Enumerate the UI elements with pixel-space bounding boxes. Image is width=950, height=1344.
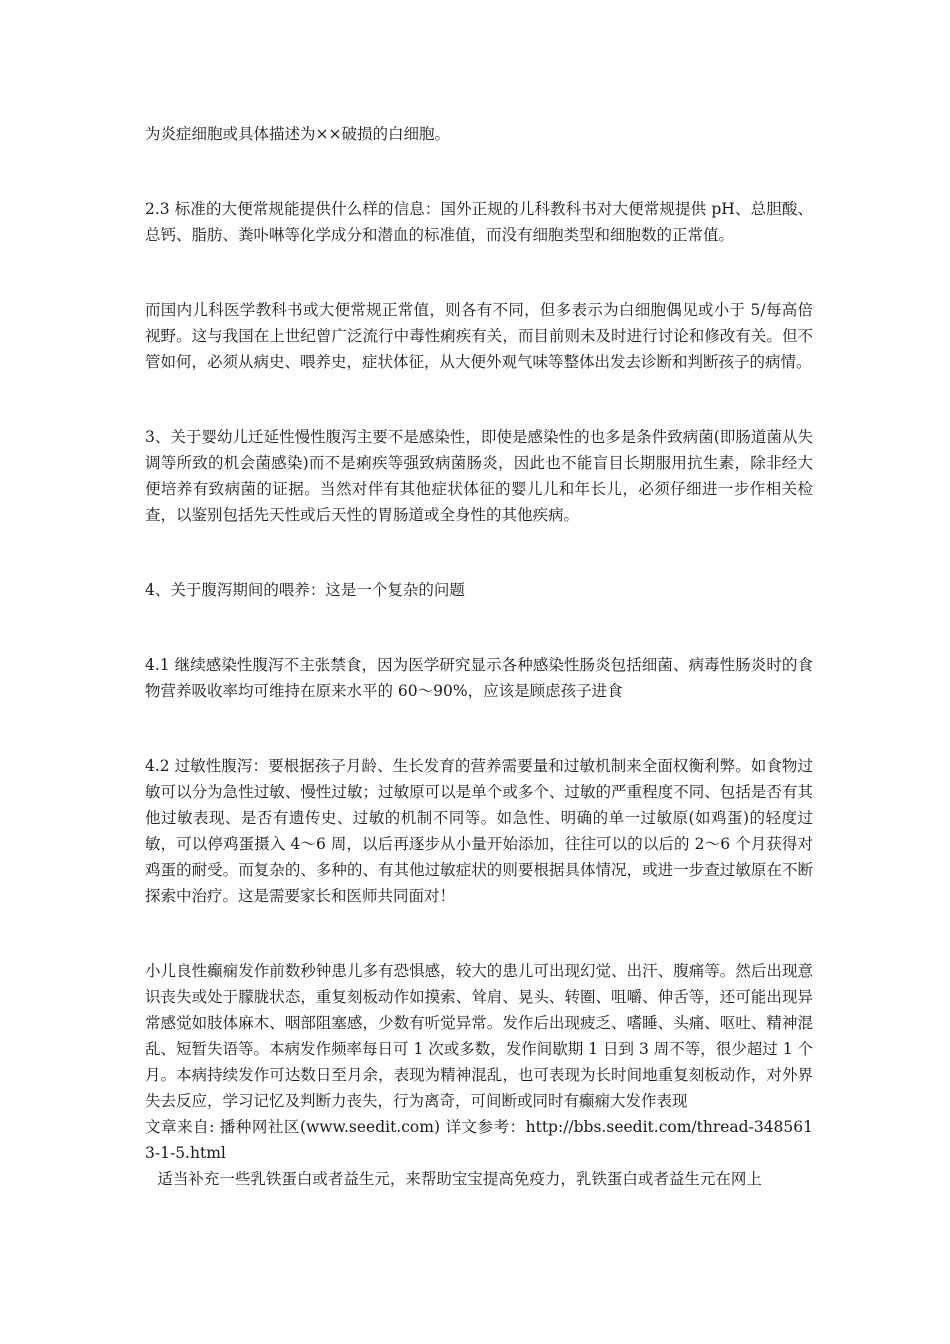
paragraph-section-4: 4、关于腹泻期间的喂养：这是一个复杂的问题 <box>145 581 465 599</box>
paragraph-leukocyte-note: 为炎症细胞或具体描述为××破损的白细胞。 <box>145 125 450 143</box>
document-body <box>145 121 813 1192</box>
paragraph-section-3: 3、关于婴幼儿迁延性慢性腹泻主要不是感染性，即使是感染性的也多是条件致病菌(即肠道菌从失调等所致的机会菌感染)而不是痢疾等强致病菌肠炎，因此也不能盲目长期服用抗生素，除非经大便培养有致病菌的证据。当然对伴有其他症状体征的婴儿儿和年长儿，必须仔细进一步作相关检查，以鉴别包括先天性或后天性的胃肠道或全身性的其他疾病。 <box>145 428 813 524</box>
paragraph-supplement: 适当补充一些乳铁蛋白或者益生元，来帮助宝宝提高免疫力，乳铁蛋白或者益生元在网上 <box>157 1170 762 1188</box>
paragraph-source-link: 文章来自: 播种网社区(www.seedit.com) 详文参考：http://bbs.seedit.com/thread-3485613-1-5.html <box>145 1118 813 1162</box>
paragraph-section-2-3: 2.3 标准的大便常规能提供什么样的信息：国外正规的儿科教科书对大便常规提供 pH、总胆酸、总钙、脂肪、粪卟啉等化学成分和潜血的标准值，而没有细胞类型和细胞数的正常值。 <box>145 200 813 244</box>
paragraph-section-4-2: 4.2 过敏性腹泻：要根据孩子月龄、生长发育的营养需要量和过敏机制来全面权衡利弊。如食物过敏可以分为急性过敏、慢性过敏；过敏原可以是单个或多个、过敏的严重程度不同、包括是否有其他过敏表现、是否有遗传史、过敏的机制不同等。如急性、明确的单一过敏原(如鸡蛋)的轻度过敏，可以停鸡蛋摄入 4～6 周，以后再逐步从小量开始添加，往往可以的以后的 2～6 个月获得对鸡蛋的耐受。而复杂的、多种的、有其他过敏症状的则要根据具体情况，或进一步查过敏原在不断探索中治疗。这是需要家长和医师共同面对！ <box>145 757 813 905</box>
paragraph-domestic-standard: 而国内儿科医学教科书或大便常规正常值，则各有不同，但多表示为白细胞偶见或小于 5/每高倍视野。这与我国在上世纪曾广泛流行中毒性痢疾有关，而目前则未及时进行讨论和修改有关。但不管如何，必须从病史、喂养史，症状体征，从大便外观气味等整体出发去诊断和判断孩子的病情。 <box>145 301 813 371</box>
paragraph-epilepsy: 小儿良性癫痫发作前数秒钟患儿多有恐惧感，较大的患儿可出现幻觉、出汗、腹痛等。然后出现意识丧失或处于朦胧状态，重复刻板动作如摸索、耸肩、晃头、转圈、咀嚼、伸舌等，还可能出现异常感觉如肢体麻木、咽部阻塞感，少数有听觉异常。发作后出现疲乏、嗜睡、头痛、呕吐、精神混乱、短暂失语等。本病发作频率每日可 1 次或多数，发作间歇期 1 日到 3 周不等，很少超过 1 个月。本病持续发作可达数日至月余，表现为精神混乱，也可表现为长时间地重复刻板动作，对外界失去反应，学习记忆及判断力丧失，行为离奇，可间断或同时有癫痫大发作表现 <box>145 962 813 1110</box>
paragraph-section-4-1: 4.1 继续感染性腹泻不主张禁食，因为医学研究显示各种感染性肠炎包括细菌、病毒性肠炎时的食物营养吸收率均可维持在原来水平的 60～90%，应该是顾虑孩子进食 <box>145 656 813 700</box>
